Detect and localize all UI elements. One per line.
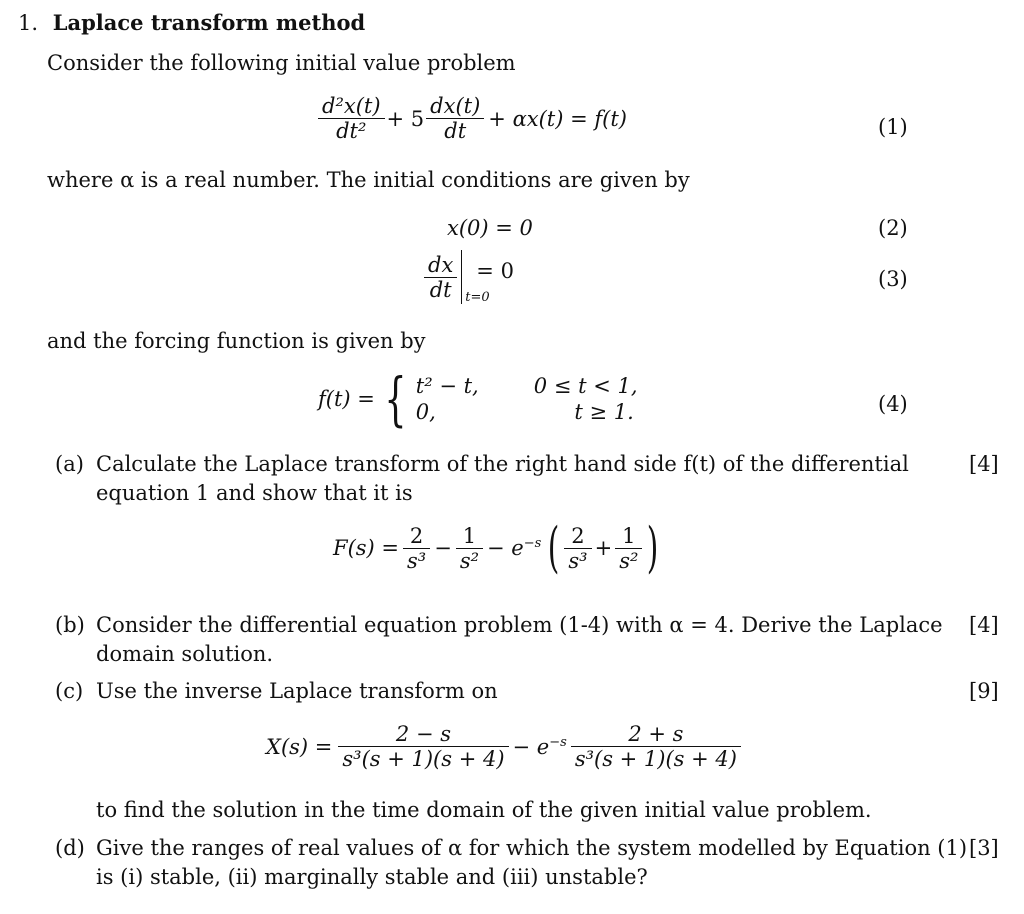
intro-text: Consider the following initial value problem — [47, 51, 516, 75]
eqF-num-2: 1 — [456, 524, 483, 549]
eqX-fraction-1 — [338, 722, 508, 771]
part-c-label: (c) — [55, 679, 84, 703]
eqX-e: − e — [512, 734, 550, 759]
part-b-label: (b) — [55, 613, 85, 637]
case-1-expression: t² − t, — [415, 374, 479, 398]
eqF-fraction-3 — [564, 524, 591, 573]
eq3-rhs: = 0 — [476, 259, 514, 283]
part-c-line-1: Use the inverse Laplace transform on — [96, 679, 498, 703]
eqF-den-1: s³ — [407, 548, 427, 573]
part-c-line-2: to find the solution in the time domain of the given initial value problem. — [96, 798, 872, 822]
eq1-denominator-2: dt — [444, 119, 467, 143]
eq1-denominator-1: dt² — [336, 119, 367, 143]
eq3-denominator: dt — [429, 277, 452, 302]
part-b-line-1: Consider the differential equation problem (1-4) with α = 4. Derive the Laplace — [96, 613, 943, 637]
eqF-plus: + — [594, 536, 613, 560]
eqX-den-1: s³(s + 1)(s + 4) — [342, 747, 505, 771]
part-a-marks: [4] — [969, 452, 999, 476]
equation-4-tag: (4) — [878, 392, 908, 416]
left-paren: ( — [548, 516, 560, 579]
part-d-label: (d) — [55, 836, 85, 860]
eqF-e: − e — [487, 536, 524, 560]
eqF-fraction-2 — [456, 524, 483, 573]
question-heading — [18, 10, 365, 35]
equation-2: x(0) = 0 — [447, 216, 533, 240]
eqF-exponential — [487, 536, 541, 560]
dx-dt-fraction — [424, 253, 457, 302]
first-derivative-fraction — [426, 94, 484, 143]
eq1-remainder: + αx(t) = f(t) — [488, 106, 627, 131]
part-b-marks: [4] — [969, 613, 999, 637]
case-1-condition: 0 ≤ t < 1, — [533, 374, 638, 398]
question-number: 1. — [18, 11, 39, 35]
equation-F — [333, 516, 663, 579]
eq3-numerator: dx — [424, 253, 457, 278]
equation-1 — [318, 94, 627, 143]
part-d-line-1: Give the ranges of real values of α for which the system modelled by Equation (1) — [96, 836, 968, 860]
eq4-lhs: f(t) = — [318, 387, 375, 411]
part-a-line-1: Calculate the Laplace transform of the right hand side f(t) of the differential — [96, 452, 909, 476]
eqX-exponential — [513, 735, 567, 759]
part-c-marks: [9] — [969, 679, 999, 703]
part-d-line-2: is (i) stable, (ii) marginally stable and (iii) unstable? — [96, 865, 648, 889]
eqX-num-1: 2 − s — [338, 722, 508, 747]
second-derivative-fraction — [318, 94, 385, 143]
left-brace: { — [384, 365, 407, 433]
equation-4 — [318, 365, 638, 433]
eqX-den-2: s³(s + 1)(s + 4) — [574, 747, 737, 771]
eq1-numerator-1: d²x(t) — [318, 94, 385, 119]
equation-3 — [424, 250, 514, 304]
eqF-num-3: 2 — [564, 524, 591, 549]
eqF-exponent: −s — [523, 536, 542, 551]
case-2-expression: 0, — [415, 400, 436, 424]
case-2-condition: t ≥ 1. — [574, 400, 634, 424]
eq3-subscript: t=0 — [465, 290, 490, 305]
piecewise-cases — [415, 374, 638, 424]
evaluation-bar — [461, 250, 490, 305]
eqX-fraction-2 — [571, 722, 741, 771]
forcing-text: and the forcing function is given by — [47, 329, 426, 353]
where-text: where α is a real number. The initial conditions are given by — [47, 168, 690, 192]
eq1-numerator-2: dx(t) — [426, 94, 484, 119]
eqX-exponent: −s — [549, 734, 567, 750]
part-d-marks: [3] — [969, 836, 999, 860]
question-title: Laplace transform method — [52, 10, 366, 35]
eqF-den-2: s² — [459, 548, 480, 573]
eqX-lhs: X(s) = — [266, 734, 333, 759]
part-a-line-2: equation 1 and show that it is — [96, 481, 413, 505]
equation-2-tag: (2) — [878, 216, 908, 240]
eqF-num-1: 2 — [403, 524, 430, 549]
eqF-lhs: F(s) = — [333, 536, 400, 560]
equation-X — [266, 722, 741, 771]
eq1-plus-five: + 5 — [386, 106, 425, 131]
eqF-num-4: 1 — [615, 524, 642, 549]
equation-3-tag: (3) — [878, 267, 908, 291]
eqF-fraction-1 — [403, 524, 430, 573]
eqF-den-4: s² — [619, 548, 639, 573]
right-paren: ) — [647, 516, 659, 579]
part-b-line-2: domain solution. — [96, 642, 274, 666]
eqF-minus-1: − — [434, 536, 452, 560]
eqF-den-3: s³ — [568, 548, 588, 573]
eqX-num-2: 2 + s — [571, 722, 741, 747]
equation-1-tag: (1) — [878, 115, 908, 139]
part-a-label: (a) — [55, 452, 84, 476]
eqF-fraction-4 — [615, 524, 642, 573]
